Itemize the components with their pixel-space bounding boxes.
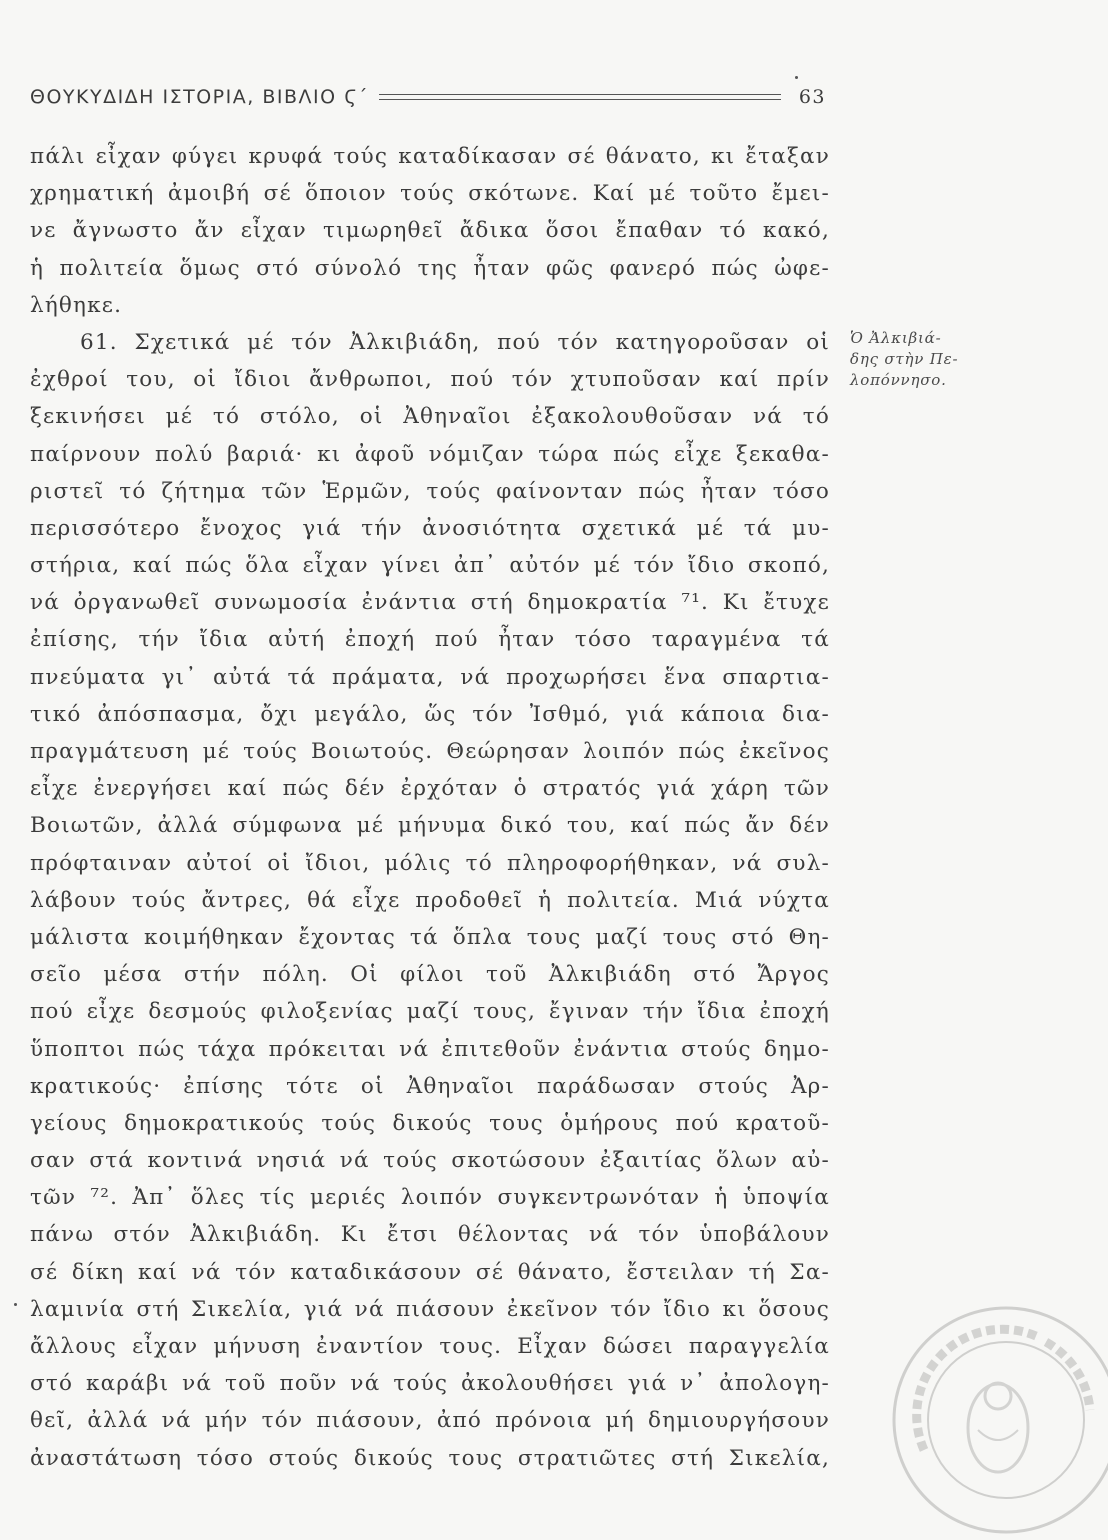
running-header bbox=[30, 82, 826, 112]
text-line: σαν στά κοντινά νησιά νά τούς σκοτώσουν ἐξαιτίας ὅλων αὐ- bbox=[30, 1148, 830, 1174]
text-line: λαμινία στή Σικελία, γιά νά πιάσουν ἐκεῖνον τόν ἴδιο κι ὅσους bbox=[30, 1296, 830, 1322]
text-line: ἐχθροί του, οἱ ἴδιοι ἄνθρωποι, πού τόν χτυποῦσαν καί πρίν bbox=[30, 367, 830, 393]
text-line: γείους δημοκρατικούς τούς δικούς τους ὁμήρους πού κρατοῦ- bbox=[30, 1110, 830, 1136]
text-line: θεῖ, ἀλλά νά μήν τόν πιάσουν, ἀπό πρόνοια μή δημιουργήσουν bbox=[30, 1408, 830, 1434]
text-line: στήρια, καί πώς ὅλα εἶχαν γίνει ἀπ᾿ αὐτόν μέ τόν ἴδιο σκοπό, bbox=[30, 553, 830, 579]
text-line: μάλιστα κοιμήθηκαν ἔχοντας τά ὅπλα τους μαζί τους στό Θη- bbox=[30, 924, 830, 950]
margin-note-line: λοπόννησο. bbox=[850, 371, 947, 389]
print-speck bbox=[14, 1303, 17, 1306]
text-line: ξεκινήσει μέ τό στόλο, οἱ Ἀθηναῖοι ἐξακολουθοῦσαν νά τό bbox=[30, 404, 830, 430]
text-line: ἐπίσης, τήν ἴδια αὐτή ἐποχή πού ἦταν τόσο ταραγμένα τά bbox=[30, 627, 830, 653]
text-line: ἀναστάτωση τόσο στούς δικούς τους στρατιῶτες στή Σικελία, bbox=[30, 1445, 830, 1471]
text-line: πάλι εἶχαν φύγει κρυφά τούς καταδίκασαν σέ θάνατο, κι ἔταξαν bbox=[30, 144, 830, 169]
margin-note-line: δης στὴν Πε- bbox=[850, 350, 959, 368]
text-line: πνεύματα γι᾿ αὐτά τά πράματα, νά προχωρήσει ἕνα σπαρτια- bbox=[30, 664, 830, 690]
text-line: νά ὀργανωθεῖ συνωμοσία ἐνάντια στή δημοκρατία ⁷¹. Κι ἔτυχε bbox=[30, 590, 830, 616]
margin-note-line: Ὁ Ἀλκιβιά- bbox=[850, 329, 942, 347]
text-line: πραγμάτευση μέ τούς Βοιωτούς. Θεώρησαν λοιπόν πώς ἐκεῖνος bbox=[30, 739, 830, 764]
text-line: σεῖο μέσα στήν πόλη. Οἱ φίλοι τοῦ Ἀλκιβιάδη στό Ἄργος bbox=[30, 962, 830, 988]
text-line: ὕποπτοι πώς τάχα πρόκειται νά ἐπιτεθοῦν ἐνάντια στούς δημο- bbox=[30, 1036, 830, 1062]
text-line: τῶν ⁷². Ἀπ᾿ ὅλες τίς μεριές λοιπόν συγκεντρωνόταν ἡ ὑποψία bbox=[30, 1185, 830, 1211]
margin-note bbox=[850, 328, 990, 391]
running-header-title: ΘΟΥΚΥΔΙΔΗ ΙΣΤΟΡΙΑ, ΒΙΒΛΙΟ Ϛ΄ bbox=[30, 86, 369, 108]
text-line: 61. Σχετικά μέ τόν Ἀλκιβιάδη, πού τόν κατηγοροῦσαν οἱ bbox=[80, 329, 830, 355]
print-speck bbox=[795, 76, 798, 79]
text-line: ἄλλους εἶχαν μήνυση ἐναντίον τους. Εἶχαν δώσει παραγγελία bbox=[30, 1334, 830, 1359]
page-number: 63 bbox=[798, 86, 826, 108]
text-line: πού εἶχε δεσμούς φιλοξενίας μαζί τους, ἔγιναν τήν ἴδια ἐποχή bbox=[30, 999, 830, 1025]
text-line: πάνω στόν Ἀλκιβιάδη. Κι ἔτσι θέλοντας νά τόν ὑποβάλουν bbox=[30, 1222, 830, 1248]
text-line: χρηματική ἀμοιβή σέ ὅποιον τούς σκότωνε. Καί μέ τοῦτο ἔμει- bbox=[30, 181, 830, 207]
text-line: στό καράβι νά τοῦ ποῦν νά τούς ἀκολουθήσει γιά ν᾿ ἀπολογη- bbox=[30, 1371, 830, 1397]
text-line: κρατικούς· ἐπίσης τότε οἱ Ἀθηναῖοι παράδωσαν στούς Ἀρ- bbox=[30, 1073, 830, 1099]
header-double-rule bbox=[379, 94, 781, 100]
text-line: ριστεῖ τό ζήτημα τῶν Ἑρμῶν, τούς φαίνονταν πώς ἦταν τόσο bbox=[30, 478, 830, 504]
text-line: εἶχε ἐνεργήσει καί πώς δέν ἐρχόταν ὁ στρατός γιά χάρη τῶν bbox=[30, 776, 830, 802]
library-stamp-icon bbox=[886, 1300, 1108, 1540]
text-line: σέ δίκη καί νά τόν καταδικάσουν σέ θάνατο, ἔστειλαν τή Σα- bbox=[30, 1259, 830, 1285]
text-line: νε ἄγνωστο ἄν εἶχαν τιμωρηθεῖ ἄδικα ὅσοι ἔπαθαν τό κακό, bbox=[30, 218, 830, 244]
text-line: παίρνουν πολύ βαριά· κι ἀφοῦ νόμιζαν τώρα πώς εἶχε ξεκαθα- bbox=[30, 441, 830, 467]
text-line: ἡ πολιτεία ὅμως στό σύνολό της ἦταν φῶς φανερό πώς ὠφε- bbox=[30, 255, 830, 281]
text-line: λήθηκε. bbox=[30, 292, 123, 318]
text-line: περισσότερο ἔνοχος γιά τήν ἀνοσιότητα σχετικά μέ τά μυ- bbox=[30, 515, 830, 541]
text-line: πρόφταιναν αὐτοί οἱ ἴδιοι, μόλις τό πληροφορήθηκαν, νά συλ- bbox=[30, 850, 830, 876]
text-line: τικό ἀπόσπασμα, ὄχι μεγάλο, ὥς τόν Ἰσθμό, γιά κάποια δια- bbox=[30, 701, 830, 727]
text-line: Βοιωτῶν, ἀλλά σύμφωνα μέ μήνυμα δικό του, καί πώς ἄν δέν bbox=[30, 813, 830, 839]
text-line: λάβουν τούς ἄντρες, θά εἶχε προδοθεῖ ἡ πολιτεία. Μιά νύχτα bbox=[30, 887, 830, 913]
body-text bbox=[30, 138, 830, 1477]
